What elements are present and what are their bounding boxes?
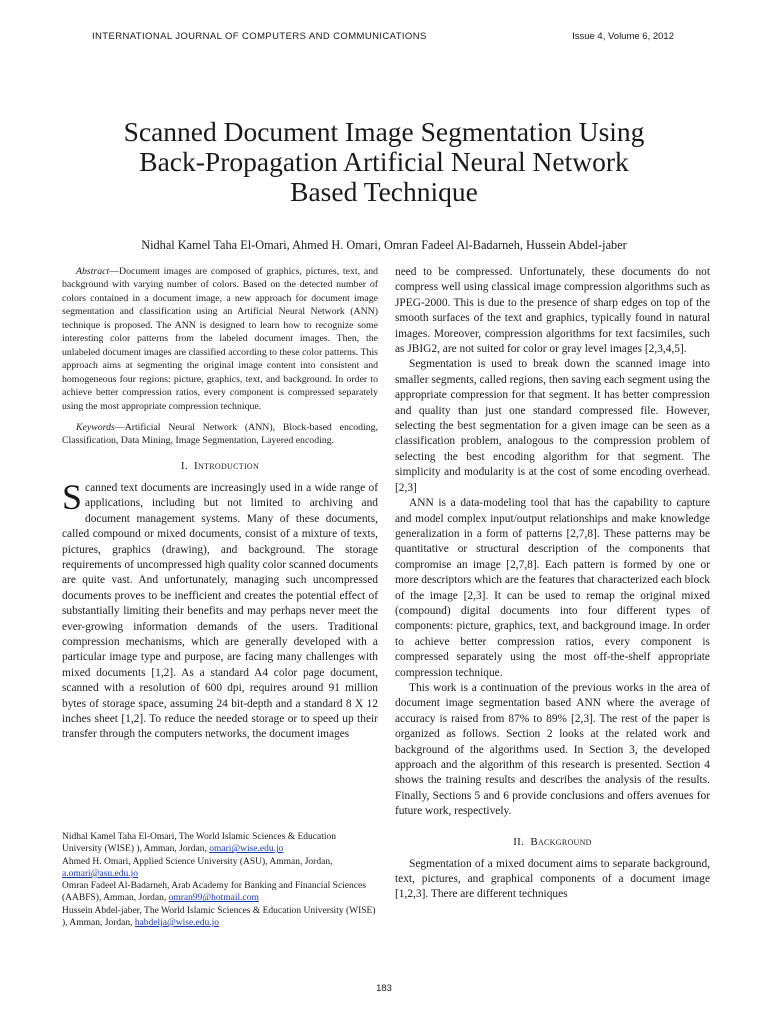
section-heading-background: [395, 836, 710, 848]
footnote-text: Hussein Abdel-jaber, The World Islamic Sciences & Education University (WISE) ), Amman, Jordan,: [62, 905, 376, 929]
section-title-text: Background: [530, 835, 592, 848]
section-heading-introduction: [62, 460, 378, 472]
email-link[interactable]: omran99@hotmail.com: [168, 893, 259, 904]
background-paragraph: Segmentation of a mixed document aims to separate background, text, pictures, and graphical components of a document image [1,2,3]. There are different techniques: [395, 857, 710, 901]
body-paragraph: ANN is a data-modeling tool that has the capability to capture and model complex input/output relationships and make knowledge generalization in a form of patterns [2,7,8]. These patterns may be quantitative or structural description of the components that compromise an image [2,7,8]. Each pattern is formed by one or more descriptors which are the features that characterized each block of the image [2,3]. It can be used to remap the original mixed (compound) digital documents into four different types of components: picture, graphics, text, and background image. In order to achieve better compression ratios, every component is compressed separately using the most off-the-shelf appropriate compression technique.: [395, 497, 710, 679]
title-line: Scanned Document Image Segmentation Using: [123, 116, 645, 147]
abstract-dash: —: [109, 266, 119, 277]
drop-cap: S: [62, 476, 83, 517]
body-paragraph: This work is a continuation of the previous works in the area of document image segmentation based ANN where the average of accuracy is raised from 87% to 89% [2,3]. The rest of the paper is organized as follows. Section 2 looks at the related work and background of the algorithms used. In Section 3, the developed approach and the algorithm of this research is presented. Section 4 shows the training results and describes the analysis of the results. Finally, Sections 5 and 6 provide conclusions and offers avenues for future work, respectively.: [395, 681, 710, 818]
keywords-text: Artificial Neural Network (ANN), Block-based encoding, Classification, Data Mining, Image Segmentation, Layered encoding.: [62, 421, 378, 447]
email-link[interactable]: habdelja@wise.edu.jo: [134, 918, 220, 929]
introduction-text: canned text documents are increasingly used in a wide range of applications, including but not limited to archiving and document management systems. Many of these documents, called compound or mixed documents, consist of a mixture of texts, pictures, graphics (drawing), and background. The storage requirements of uncompressed high quality color scanned documents are quite vast. And unfortunately, managing such uncompressed documents proves to be inefficient and creates the potential effect of substantially limiting their benefits and may perhaps never meet the ever-growing information demands of the users. Traditional compression mechanisms, which are generally developed with a particular image type and purpose, are facing many challenges with mixed documents [1,2]. As a standard A4 color page document, scanned with a resolution of 600 dpi, requires around 91 million bytes of storage space, assuming 24 bit-depth and a standard 8 X 12 inches sheet [1,2]. To reduce the needed storage or to speed up their transfer through the computers networks, the document images: [62, 481, 378, 741]
journal-name: INTERNATIONAL JOURNAL OF COMPUTERS AND COMMUNICATIONS: [92, 31, 427, 42]
footnote-text: Omran Fadeel Al-Badarneh, Arab Academy for Banking and Financial Sciences (AABFS), Amman, Jordan,: [62, 881, 366, 904]
right-column: [395, 265, 710, 903]
footnote: [62, 831, 378, 856]
keywords-dash: —: [114, 421, 125, 433]
left-column: [62, 265, 378, 743]
title-line: Back-Propagation Artificial Neural Network: [139, 146, 629, 177]
abstract: [62, 265, 378, 413]
paper-title: [60, 117, 708, 207]
email-link[interactable]: omari@wise.edu.jo: [209, 844, 284, 855]
footnote-text: Ahmed H. Omari, Applied Science University (ASU), Amman, Jordan,: [62, 856, 333, 867]
keywords: [62, 421, 378, 448]
author-list: Nidhal Kamel Taha El-Omari, Ahmed H. Omari, Omran Fadeel Al-Badarneh, Hussein Abdel-jaber: [141, 238, 627, 252]
footnote-text: Nidhal Kamel Taha El-Omari, The World Islamic Sciences & Education University (WISE) ), Amman, Jordan,: [62, 832, 336, 855]
body-paragraph: need to be compressed. Unfortunately, these documents do not compress well using classical image compression algorithms such as JPEG-2000. This is due to the presence of sharp edges on top of the smooth surfaces of the text and graphics, typically found in natural images. Moreover, compression algorithms for text facsimiles, such as JBIG2, are not suited for color or gray level images [2,3,4,5].: [395, 266, 710, 356]
email-link[interactable]: a.omari@asu.edu.jo: [62, 868, 139, 879]
introduction-paragraph: [62, 476, 378, 743]
footnote: [62, 856, 378, 881]
issue-info: Issue 4, Volume 6, 2012: [572, 31, 674, 42]
body-paragraph: Segmentation is used to break down the scanned image into smaller segments, called regions, then saving each segment using the appropriate compression for that segment. It has better compression and quality than just one standard compressed file. However, selecting the best segmentation for a given image can be seen as a classification problem, analogous to the compression problem of selecting the best encoding algorithm for that segment. The simplicity and modularity is at the cost of some encoding overhead. [2,3]: [395, 358, 710, 494]
title-line: Based Technique: [290, 176, 478, 207]
abstract-text: Document images are composed of graphics, pictures, text, and background with varying number of colors. Based on the detected number of colors contained in a document image, a new approach for document image segmentation and classification using an Artificial Neural Network (ANN) technique is proposed. The ANN is designed to learn how to recognize some interesting color patterns from the labeled document images. Then, the unlabeled document images are classified according to these color patterns. This approach aims at segmenting the original image content into consistent and homogeneous four regions: picture, graphics, text, and background. In order to achieve better compression ratios, every component is compressed separately using the most appropriate compression technique.: [62, 266, 378, 412]
keywords-label: Keywords: [76, 421, 115, 433]
section-number: I.: [180, 459, 188, 472]
footnote: [62, 880, 378, 905]
page-number: 183: [376, 983, 392, 994]
author-footnotes: [62, 831, 378, 929]
section-title-text: Introduction: [194, 459, 260, 472]
section-number: II.: [513, 835, 525, 848]
abstract-label: Abstract: [76, 266, 110, 277]
footnote: [62, 905, 378, 930]
